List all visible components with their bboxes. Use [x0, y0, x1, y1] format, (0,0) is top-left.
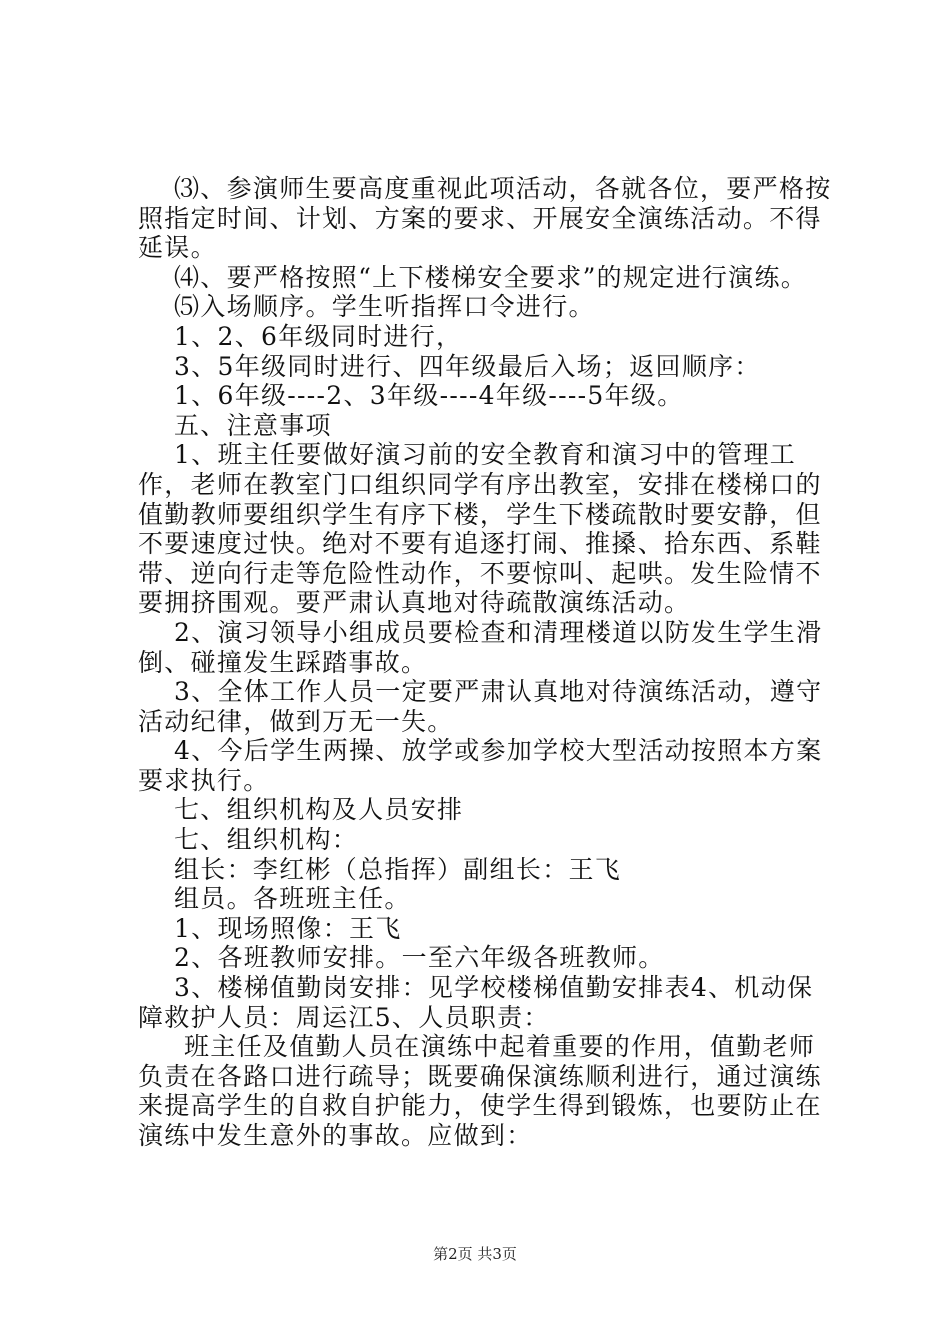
paragraph: 3、5年级同时进行、四年级最后入场；返回顺序：: [174, 351, 761, 381]
paragraph: 1、2、6年级同时进行，: [174, 321, 463, 351]
paragraph: 3、楼梯值勤岗安排：见学校楼梯值勤安排表4、机动保障救护人员：周运江5、人员职责：: [138, 973, 814, 1032]
paragraph: ⑶、参演师生要高度重视此项活动，各就各位，要严格按照指定时间、计划、方案的要求、开展安全演练活动。不得延误。: [138, 174, 832, 263]
paragraph: 2、演习领导小组成员要检查和清理楼道以防发生学生滑倒、碰撞发生踩踏事故。: [138, 617, 823, 677]
page-footer: 第2页 共3页: [433, 1245, 517, 1263]
paragraph: 1、班主任要做好演习前的安全教育和演习中的管理工作，老师在教室门口组织同学有序出教室，安排在楼梯口的值勤教师要组织学生有序下楼，学生下楼疏散时要安静，但不要速度过快。绝对不要有追逐打闹、推搡、拾东西、系鞋带、逆向行走等危险性动作，不要惊叫、起哄。发生险情不要拥挤围观。要严肃认真地对待疏散演练活动。: [138, 440, 822, 618]
paragraph: 组员。各班班主任。: [174, 884, 411, 914]
paragraph: 班主任及值勤人员在演练中起着重要的作用，值勤老师负责在各路口进行疏导；既要确保演练顺利进行，通过演练来提高学生的自救自护能力，使学生得到锻炼，也要防止在演练中发生意外的事故。应做到：: [138, 1032, 822, 1150]
section-heading: 五、注意事项: [174, 410, 332, 440]
paragraph: ⑷、要严格按照“上下楼梯安全要求”的规定进行演练。: [174, 262, 808, 292]
document-body: [138, 174, 832, 1151]
section-heading: 七、组织机构及人员安排: [174, 795, 464, 825]
paragraph: 1、现场照像：王飞: [174, 913, 402, 943]
paragraph: ⑸入场顺序。学生听指挥口令进行。: [174, 292, 595, 322]
paragraph: 组长：李红彬（总指挥）副组长：王飞: [174, 854, 622, 884]
section-heading: 七、组织机构：: [174, 825, 359, 855]
paragraph: 4、今后学生两操、放学或参加学校大型活动按照本方案要求执行。: [138, 736, 823, 795]
paragraph: 1、6年级----2、3年级----4年级----5年级。: [174, 381, 684, 411]
paragraph: 2、各班教师安排。一至六年级各班教师。: [174, 943, 665, 973]
paragraph: 3、全体工作人员一定要严肃认真地对待演练活动，遵守活动纪律，做到万无一失。: [138, 677, 823, 736]
